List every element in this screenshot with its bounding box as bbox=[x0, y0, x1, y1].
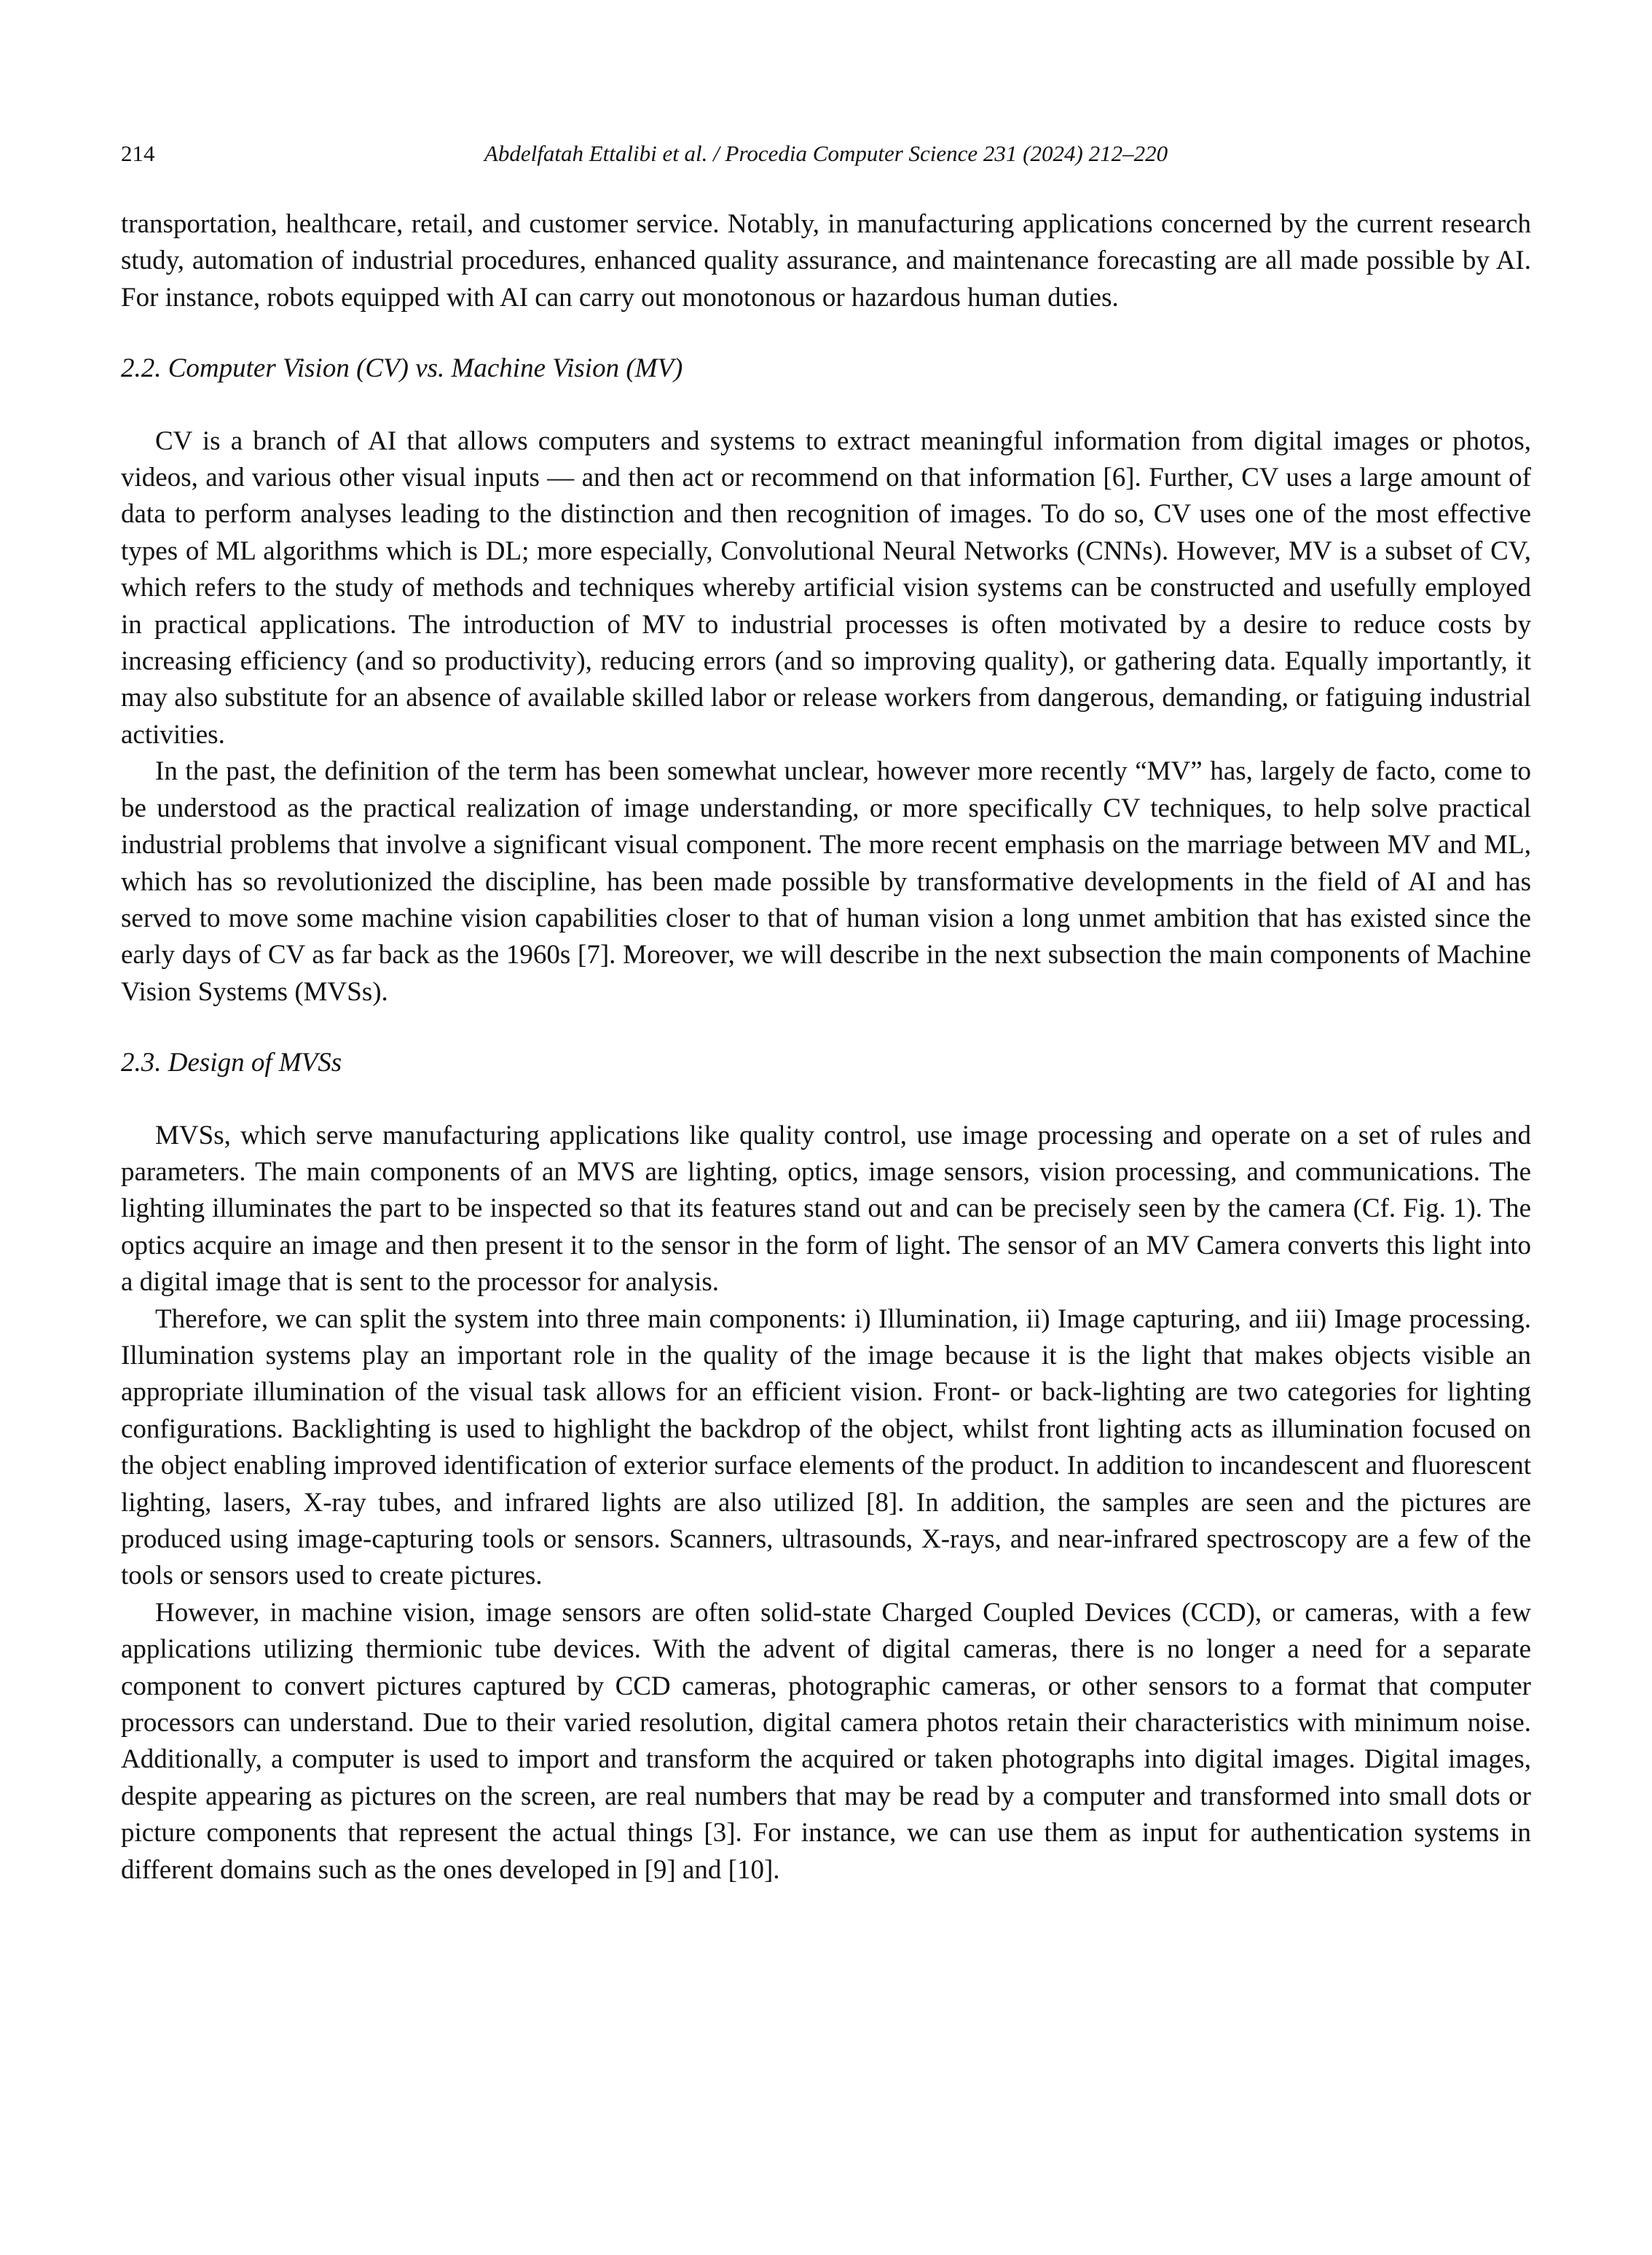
body-paragraph: MVSs, which serve manufacturing applications like quality control, use image processing and operate on a set of rules and parameters. The main components of an MVS are lighting, optics, image sensors, vision processing, and communications. The lighting illuminates the part to be inspected so that its features stand out and can be precisely seen by the camera (Cf. Fig. 1). The optics acquire an image and then present it to the sensor in the form of light. The sensor of an MV Camera converts this light into a digital image that is sent to the processor for analysis. bbox=[121, 1120, 1531, 1298]
section-heading: 2.2. Computer Vision (CV) vs. Machine Vision (MV) bbox=[121, 353, 683, 384]
page-number: 214 bbox=[121, 141, 155, 166]
body-paragraph: transportation, healthcare, retail, and customer service. Notably, in manufacturing applications concerned by the current research study, automation of industrial procedures, enhanced quality assurance, and maintenance forecasting are all made possible by AI. For instance, robots equipped with AI can carry out monotonous or hazardous human duties. bbox=[121, 209, 1531, 313]
body-paragraph: In the past, the definition of the term has been somewhat unclear, however more recently “MV” has, largely de facto, come to be understood as the practical realization of image understanding, or more specifically CV techniques, to help solve practical industrial problems that involve a significant visual component. The more recent emphasis on the marriage between MV and ML, which has so revolutionized the discipline, has been made possible by transformative developments in the field of AI and has served to move some machine vision capabilities closer to that of human vision a long unmet ambition that has existed since the early days of CV as far back as the 1960s [7]. Moreover, we will describe in the next subsection the main components of Machine Vision Systems (MVSs). bbox=[121, 756, 1531, 1007]
body-paragraph: CV is a branch of AI that allows computers and systems to extract meaningful information from digital images or photos, videos, and various other visual inputs — and then act or recommend on that information [6]. Further, CV uses a large amount of data to perform analyses leading to the distinction and then recognition of images. To do so, CV uses one of the most effective types of ML algorithms which is DL; more especially, Convolutional Neural Networks (CNNs). However, MV is a subset of CV, which refers to the study of methods and techniques whereby artificial vision systems can be constructed and usefully employed in practical applications. The introduction of MV to industrial processes is often motivated by a desire to reduce costs by increasing efficiency (and so productivity), reducing errors (and so improving quality), or gathering data. Equally importantly, it may also substitute for an absence of available skilled labor or release workers from dangerous, demanding, or fatiguing industrial activities. bbox=[121, 425, 1531, 750]
body-paragraph: However, in machine vision, image sensors are often solid-state Charged Coupled Devices (CCD), or cameras, with a few applications utilizing thermionic tube devices. With the advent of digital cameras, there is no longer a need for a separate component to convert pictures captured by CCD cameras, photographic cameras, or other sensors to a format that computer processors can understand. Due to their varied resolution, digital camera photos retain their characteristics with minimum noise. Additionally, a computer is used to import and transform the acquired or taken photographs into digital images. Digital images, despite appearing as pictures on the screen, are real numbers that may be read by a computer and transformed into small dots or picture components that represent the actual things [3]. For instance, we can use them as input for authentication systems in different domains such as the ones developed in [9] and [10]. bbox=[121, 1597, 1531, 1885]
journal-citation: Abdelfatah Ettalibi et al. / Procedia Computer Science 231 (2024) 212–220 bbox=[484, 141, 1168, 166]
section-heading: 2.3. Design of MVSs bbox=[121, 1048, 342, 1078]
article-body bbox=[121, 206, 1531, 1889]
running-header bbox=[121, 136, 1531, 172]
body-paragraph: Therefore, we can split the system into three main components: i) Illumination, ii) Image capturing, and iii) Image processing. Illumination systems play an important role in the quality of the image because it is the light that makes objects visible an appropriate illumination of the visual task allows for an efficient vision. Front- or back-lighting are two categories for lighting configurations. Backlighting is used to highlight the backdrop of the object, whilst front lighting acts as illumination focused on the object enabling improved identification of exterior surface elements of the product. In addition to incandescent and fluorescent lighting, lasers, X-ray tubes, and infrared lights are also utilized [8]. In addition, the samples are seen and the pictures are produced using image-capturing tools or sensors. Scanners, ultrasounds, X-rays, and near-infrared spectroscopy are a few of the tools or sensors used to create pictures. bbox=[121, 1303, 1531, 1591]
